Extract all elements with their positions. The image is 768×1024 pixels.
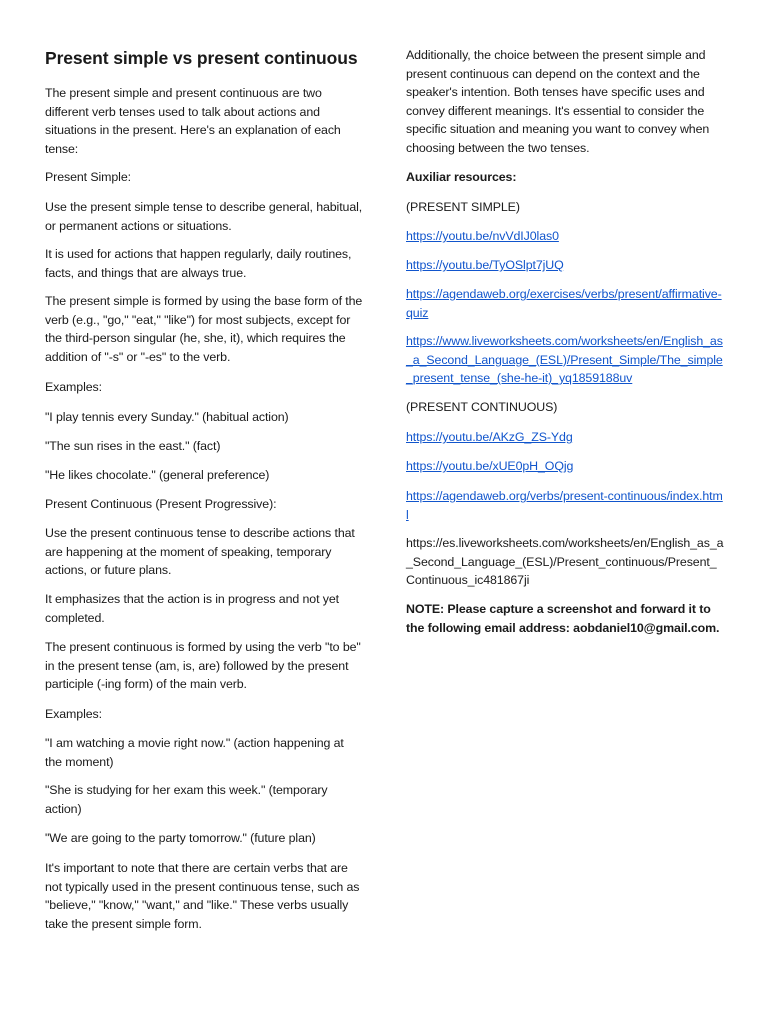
present-continuous-use-paragraph: Use the present continuous tense to describe actions that are happening at the moment of speaking, temporary actions, or future plans. [45, 526, 355, 578]
present-simple-example-2: "The sun rises in the east." (fact) [45, 439, 221, 453]
present-continuous-example-2: "She is studying for her exam this week." (temporary action) [45, 783, 328, 816]
resource-link-pc-3[interactable]: https://agendaweb.org/verbs/present-continuous/index.html [406, 489, 723, 522]
resource-link-ps-2[interactable]: https://youtu.be/TyOSlpt7jUQ [406, 258, 564, 272]
present-simple-formation-paragraph: The present simple is formed by using the base form of the verb (e.g., "go," "eat," "like") for most subjects, except for the third-person singular (he, she, it), which requires the addition of "-s" or "-es" to the verb. [45, 294, 363, 364]
present-simple-example-1: "I play tennis every Sunday." (habitual action) [45, 410, 289, 424]
present-continuous-example-3: "We are going to the party tomorrow." (future plan) [45, 831, 316, 845]
stative-verbs-note-paragraph: It's important to note that there are certain verbs that are not typically used in the present continuous tense, such as "believe," "know," "want," and "like." These verbs usually take the present simple form. [45, 861, 360, 931]
present-continuous-heading: Present Continuous (Present Progressive): [45, 497, 277, 511]
resource-link-ps-1[interactable]: https://youtu.be/nvVdIJ0las0 [406, 229, 559, 243]
auxiliar-resources-heading: Auxiliar resources: [406, 170, 517, 184]
present-simple-example-3: "He likes chocolate." (general preference) [45, 468, 270, 482]
page-title: Present simple vs present continuous [45, 48, 358, 68]
present-simple-used-for-paragraph: It is used for actions that happen regularly, daily routines, facts, and things that are always true. [45, 247, 352, 280]
screenshot-email-note: NOTE: Please capture a screenshot and forward it to the following email address: aobdaniel10@gmail.com. [406, 602, 720, 635]
present-simple-use-paragraph: Use the present simple tense to describe general, habitual, or permanent actions or situations. [45, 200, 363, 233]
intro-paragraph: The present simple and present continuous are two different verb tenses used to talk about actions and situations in the present. Here's an explanation of each tense: [45, 86, 341, 156]
present-continuous-resources-label: (PRESENT CONTINUOUS) [406, 400, 558, 414]
additional-context-paragraph: Additionally, the choice between the present simple and present continuous can depend on the context and the speaker's intention. Both tenses have specific uses and convey different meanings. It's essential to consider the specific situation and meaning you want to convey when choosing between the two tenses. [406, 48, 710, 155]
present-simple-examples-heading: Examples: [45, 380, 102, 394]
resource-link-pc-2[interactable]: https://youtu.be/xUE0pH_OQjg [406, 459, 574, 473]
resource-link-pc-1[interactable]: https://youtu.be/AKzG_ZS-Ydg [406, 430, 573, 444]
present-continuous-formation-paragraph: The present continuous is formed by using the verb "to be" in the present tense (am, is, are) followed by the present participle (-ing form) of the main verb. [45, 640, 361, 692]
plain-url-text: https://es.liveworksheets.com/worksheets/en/English_as_a_Second_Language_(ESL)/Present_continuous/Present_Continuous_ic481867ji [406, 536, 724, 588]
resource-link-ps-3[interactable]: https://agendaweb.org/exercises/verbs/present/affirmative-quiz [406, 287, 722, 320]
present-continuous-example-1: "I am watching a movie right now." (action happening at the moment) [45, 736, 344, 769]
present-simple-heading: Present Simple: [45, 170, 131, 184]
present-continuous-examples-heading: Examples: [45, 707, 102, 721]
present-simple-resources-label: (PRESENT SIMPLE) [406, 200, 520, 214]
resource-link-ps-4[interactable]: https://www.liveworksheets.com/worksheets/en/English_as_a_Second_Language_(ESL)/Present_Simple/The_simple_present_tense_(she-he-it)_yq1859188uv [406, 334, 723, 386]
present-continuous-emphasis-paragraph: It emphasizes that the action is in progress and not yet completed. [45, 592, 340, 625]
